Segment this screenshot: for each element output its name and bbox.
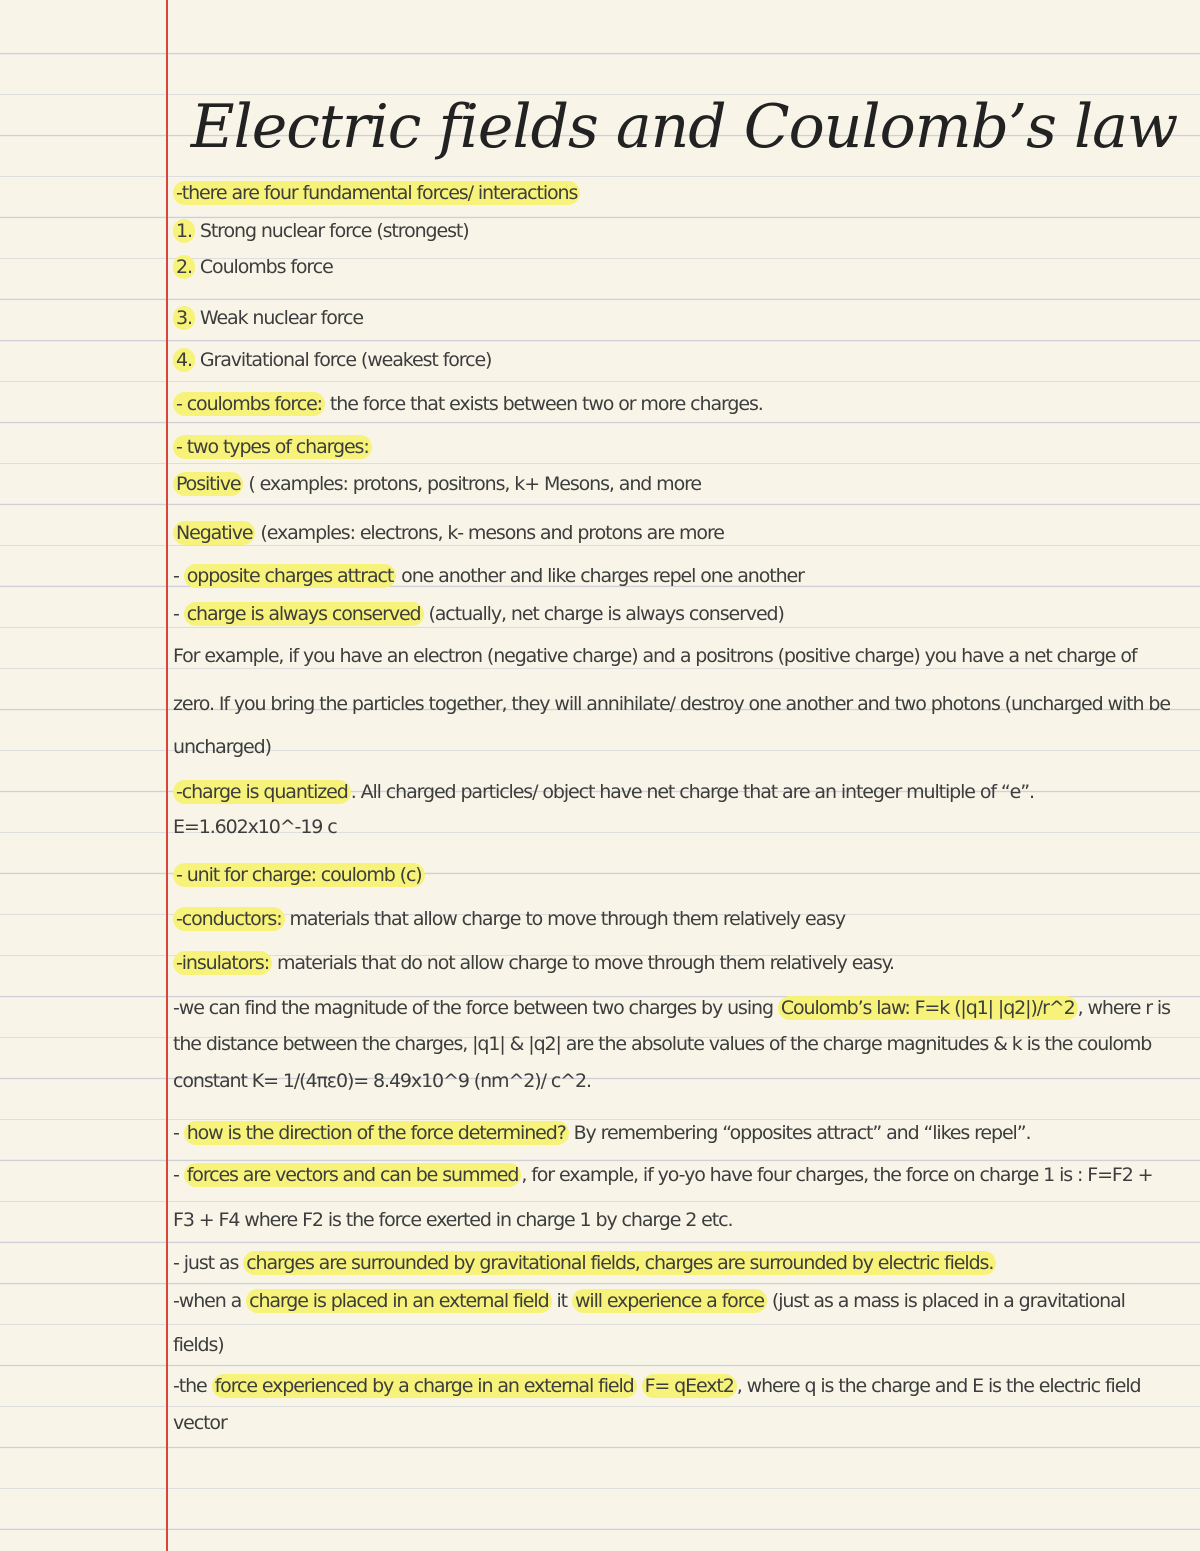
note-text: uncharged) xyxy=(173,736,271,758)
highlighted-text: 2. xyxy=(173,255,195,279)
note-line xyxy=(173,563,1188,589)
highlighted-text: Positive xyxy=(173,472,243,496)
highlighted-text: Negative xyxy=(173,521,255,545)
note-text: F3 + F4 where F2 is the force exerted in charge 1 by charge 2 etc. xyxy=(173,1209,733,1231)
note-text: it xyxy=(551,1290,572,1312)
note-line xyxy=(173,1288,1188,1314)
note-text: materials that allow charge to move through them relatively easy xyxy=(284,908,846,930)
note-text: vector xyxy=(173,1412,227,1434)
note-line xyxy=(173,906,1188,932)
highlighted-text: F= qEext2 xyxy=(642,1374,737,1398)
note-line xyxy=(173,814,1188,840)
highlighted-text: -insulators: xyxy=(173,951,272,975)
note-text: , where r is xyxy=(1077,997,1170,1019)
highlighted-text: Coulomb’s law: F=k (|q1| |q2|)/r^2 xyxy=(778,996,1078,1020)
highlighted-text: 3. xyxy=(173,306,195,330)
note-line xyxy=(173,1410,1188,1436)
page-title: Electric fields and Coulomb’s law xyxy=(190,92,1178,162)
note-line xyxy=(173,1207,1188,1233)
note-text: Coulombs force xyxy=(194,256,333,278)
note-text: one another and like charges repel one another xyxy=(396,565,804,587)
highlighted-text: forces are vectors and can be summed xyxy=(184,1163,522,1187)
note-text: -we can find the magnitude of the force between two charges by using xyxy=(173,997,778,1019)
note-line xyxy=(173,520,1188,546)
note-line xyxy=(173,734,1188,760)
note-line xyxy=(173,471,1188,497)
note-line xyxy=(173,347,1188,373)
note-text: Weak nuclear force xyxy=(194,307,363,329)
note-text: materials that do not allow charge to move through them relatively easy. xyxy=(272,952,894,974)
note-text: For example, if you have an electron (negative charge) and a positrons (positive charge) you have a net charge of xyxy=(173,645,1137,667)
note-text: Strong nuclear force (strongest) xyxy=(194,220,469,242)
highlighted-text: how is the direction of the force determined? xyxy=(184,1121,569,1145)
note-line xyxy=(173,643,1188,669)
note-line xyxy=(173,391,1188,417)
highlighted-text: charges are surrounded by gravitational fields, charges are surrounded by electric fields. xyxy=(243,1251,996,1275)
note-text: By remembering “opposites attract” and “likes repel”. xyxy=(568,1122,1031,1144)
note-text: - xyxy=(173,603,184,625)
note-line xyxy=(173,1250,1188,1276)
note-line xyxy=(173,180,1188,206)
note-text: . All charged particles/ object have net charge that are an integer multiple of “e”. xyxy=(350,781,1034,803)
note-text: (examples: electrons, k- mesons and protons are more xyxy=(255,522,724,544)
note-line xyxy=(173,950,1188,976)
note-text: ( examples: protons, positrons, k+ Mesons, and more xyxy=(243,473,701,495)
note-line xyxy=(173,1068,1188,1094)
note-line xyxy=(173,779,1188,805)
highlighted-text: -conductors: xyxy=(173,907,285,931)
note-line xyxy=(173,1031,1188,1057)
highlighted-text: charge is always conserved xyxy=(184,602,424,626)
margin-line xyxy=(166,0,168,1551)
note-text: the force that exists between two or more charges. xyxy=(324,393,763,415)
note-text: fields) xyxy=(173,1334,224,1356)
note-text: zero. If you bring the particles together, they will annihilate/ destroy one another and two photons (uncharged with be xyxy=(173,693,1170,715)
highlighted-text: - coulombs force: xyxy=(173,392,325,416)
note-line xyxy=(173,1120,1188,1146)
note-line xyxy=(173,218,1188,244)
note-text: E=1.602x10^-19 c xyxy=(173,816,337,838)
note-line xyxy=(173,254,1188,280)
note-text: the distance between the charges, |q1| & |q2| are the absolute values of the charge magnitudes & k is the coulomb xyxy=(173,1033,1152,1055)
highlighted-text: -there are four fundamental forces/ interactions xyxy=(173,181,580,205)
note-line xyxy=(173,305,1188,331)
highlighted-text: will experience a force xyxy=(572,1289,767,1313)
note-text: , for example, if yo-yo have four charges, the force on charge 1 is : F=F2 + xyxy=(521,1164,1153,1186)
note-line xyxy=(173,1332,1188,1358)
note-text: -when a xyxy=(173,1290,247,1312)
note-line xyxy=(173,995,1188,1021)
note-line xyxy=(173,1373,1188,1399)
note-text: (actually, net charge is always conserved) xyxy=(423,603,784,625)
note-line xyxy=(173,601,1188,627)
note-text: - xyxy=(173,1122,184,1144)
highlighted-text: 4. xyxy=(173,348,195,372)
note-text xyxy=(637,1375,642,1397)
note-line xyxy=(173,862,1188,888)
note-text: - xyxy=(173,1164,184,1186)
highlighted-text: charge is placed in an external field xyxy=(246,1289,551,1313)
note-text: (just as a mass is placed in a gravitational xyxy=(766,1290,1125,1312)
highlighted-text: force experienced by a charge in an external field xyxy=(212,1374,637,1398)
note-text: -the xyxy=(173,1375,212,1397)
highlighted-text: opposite charges attract xyxy=(184,564,397,588)
note-line xyxy=(173,1162,1188,1188)
highlighted-text: 1. xyxy=(173,219,195,243)
note-text: - just as xyxy=(173,1252,244,1274)
highlighted-text: -charge is quantized xyxy=(173,780,351,804)
note-line xyxy=(173,434,1188,460)
note-text: constant K= 1/(4πε0)= 8.49x10^9 (nm^2)/ c^2. xyxy=(173,1070,591,1092)
note-text: , where q is the charge and E is the electric field xyxy=(736,1375,1141,1397)
highlighted-text: - unit for charge: coulomb (c) xyxy=(173,863,425,887)
note-text: - xyxy=(173,565,184,587)
note-line xyxy=(173,691,1188,717)
highlighted-text: - two types of charges: xyxy=(173,435,372,459)
note-text: Gravitational force (weakest force) xyxy=(194,349,492,371)
